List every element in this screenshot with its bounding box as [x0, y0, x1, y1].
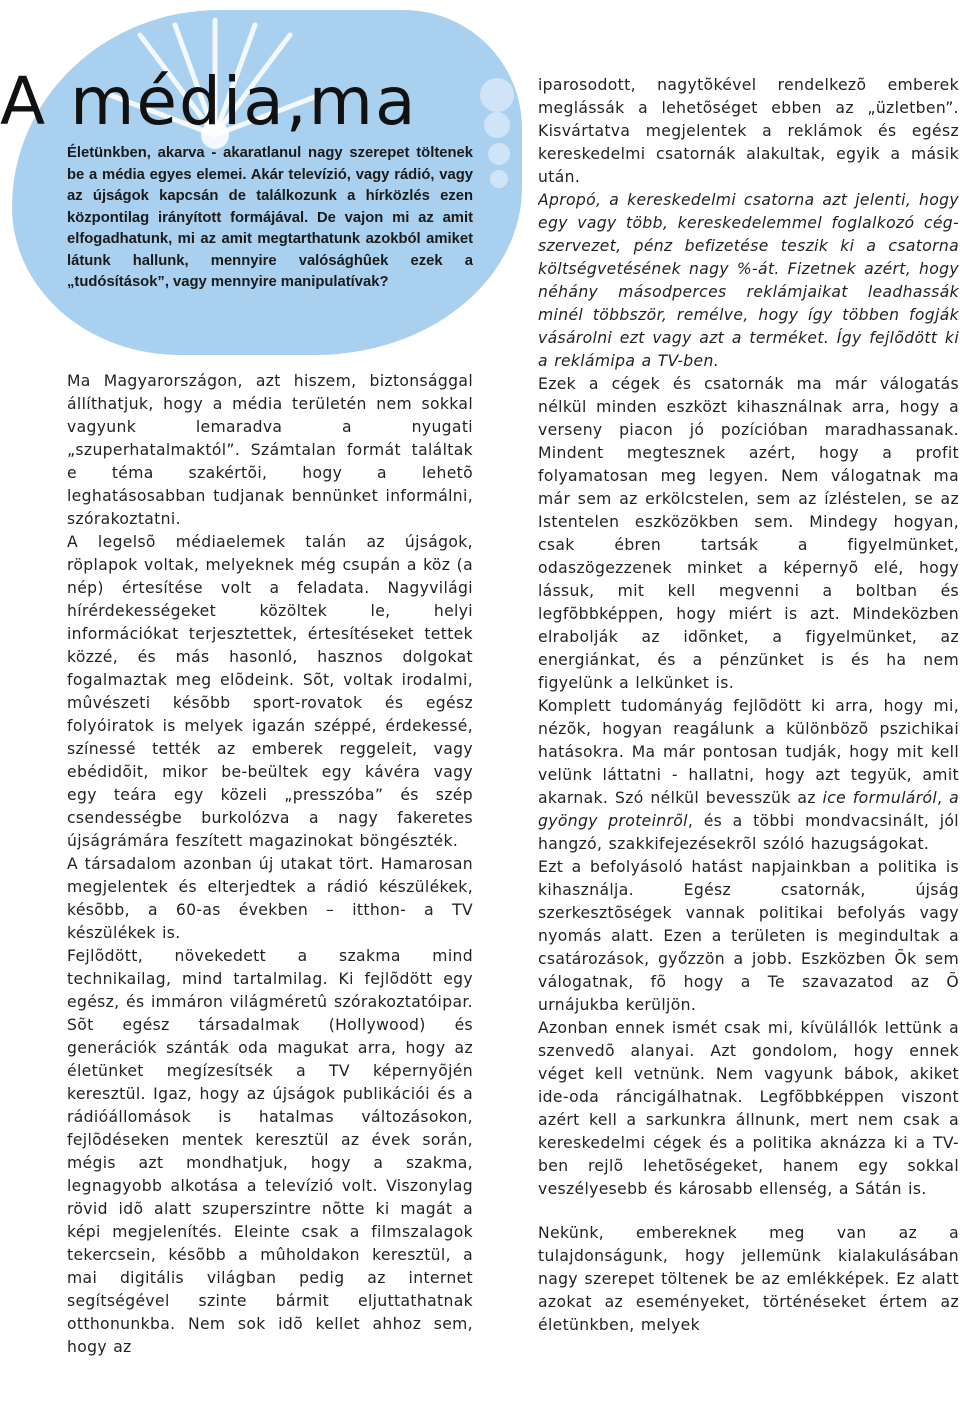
text-segment: ,: [937, 789, 950, 807]
paragraph: [538, 695, 959, 856]
paragraph: Azonban ennek ismét csak mi, kívülállók lettünk a szenvedõ alanyai. Azt gondolom, hogy ennek véget kell vetnünk. Nem vagyunk bábok, akiket ide-oda ráncigálhatnak. Legfõbbképpen viszont azért kell a sarkunkra állnunk, mert nem csak a kereskedelmi cégek és a politika aknázza ki a TV-ben rejlõ lehetõségeket, hanem egy sokkal veszélyesebb és károsabb ellenség, a Sátán is.: [538, 1019, 959, 1198]
text-segment: a gyöngy proteinrõl: [538, 789, 959, 830]
paragraph: Apropó, a kereskedelmi csatorna azt jelenti, hogy egy vagy több, kereskedelemmel foglalkozó cég-szervezet, pénz befizetése teszik ki a csatorna költségvetésének nagy %-át. Fizetnek azért, hogy néhány másodperces reklámjaikat leadhassák minél többször, remélve, hogy így többen fogják vásárolni ezt vagy azt a terméket. Így fejlõdött ki a reklámipa a TV-ben.: [538, 191, 959, 370]
lead-paragraph: Életünkben, akarva - akaratlanul nagy szerepet töltenek be a média egyes elemei. Akár televízió, vagy rádió, vagy az újságok kapcsán de találkozunk a hírközlés ezen központilag irányított formájával. De vajon mi az amit elfogadhatunk, mi az amit megtarthatunk azokból amiket látunk hallunk, mennyire valósághûek ezek a „tudósítások”, vagy mennyire manipulatívak?: [67, 145, 473, 290]
text-segment: , és a többi mondvacsinált, jól hangzó, szakkifejezésekrõl szóló hazugságokat.: [538, 812, 959, 853]
paragraph: Ma Magyarországon, azt hiszem, biztonsággal állíthatjuk, hogy a média területén nem sokkal vagyunk lemaradva a nyugati „szuperhatalmaktól”. Számtalan formát találtak e téma szakértõi, hogy a lehetõ leghatásosabban tudjanak bennünket informálni, szórakoztatni.: [67, 372, 473, 528]
left-column: [67, 370, 473, 1423]
right-column: [538, 74, 959, 1423]
page-title: A média,ma: [0, 63, 418, 140]
paragraph: A társadalom azonban új utakat tört. Hamarosan megjelentek és elterjedtek a rádió készülékek, késõbb, a 60-as években – itthon- a TV készülékek is.: [67, 855, 473, 942]
paragraph: Ezek a cégek és csatornák ma már válogatás nélkül minden eszközt kihasználnak arra, hogy a verseny piacon jó pozícióban maradhassanak. Mindent megtesznek azért, hogy a profit folyamatosan meg legyen. Nem válogatnak ma már sem az erkölcstelen, sem az ízléstelen, se az Istentelen eszközökben sem. Mindegy hogyan, csak ébren tartsák a figyelmünket, odaszögezzenek minket a képernyõ elé, hogy lássuk, mit kell megvenni a boltban és legfõbbképpen, hogy miért is azt. Mindeközben elrabolják az idõnket, a figyelmünket, az energiánkat, és a pénzünket is és ha nem figyelünk a lelkünket is.: [538, 375, 959, 692]
paragraph: Ezt a befolyásoló hatást napjainkban a politika is kihasználja. Egész csatornák, újság szerkesztõségek vannak politikai befolyás vagy nyomás alatt. Ezen a területen is megindultak a csatározások, győzzön a jobb. Eszközben Õk sem válogatnak, fõ hogy a Te szavazatod az Õ urnájukba kerüljön.: [538, 858, 959, 1014]
paragraph: A legelsõ médiaelemek talán az újságok, röplapok voltak, melyeknek még csupán a köz (a nép) értesítése volt a feladata. Nagyvilági hírérdekességeket közöltek le, helyi információkat terjesztettek, értesítéseket tettek közzé, és más hasonló, hasznos dolgokat fogalmaztak meg elõdeink. Sõt, voltak irodalmi, mûvészeti késõbb sport-rovatok és egész folyóiratok is melyek igazán széppé, érdekessé, színessé tették az emberek reggeleit, vagy ebédidõit, mikor be-beültek egy kávéra vagy egy teára egy közeli „presszóba” és szép csendességbe burkolózva a nagy fakeretes újságrámára feszített magazinokat böngészték.: [67, 533, 473, 850]
paragraph: Nekünk, embereknek meg van az a tulajdonságunk, hogy jellemünk kialakulásában nagy szerepet töltenek be az emlékképek. Ez alatt azokat az eseményeket, történéseket értem az életünkben, melyek: [538, 1224, 959, 1334]
paragraph: Fejlõdött, növekedett a szakma mind technikailag, mind tartalmilag. Ki fejlõdött egy egész, és immáron világméretû szórakoztatóipar. Sõt egész társadalmak (Hollywood) és generációk szánták oda magukat arra, hogy az életünket megízesítsék a TV képernyõjén keresztül. Igaz, hogy az újságok publikációi és a rádióállomások is hatalmas változásokon, fejlõdéseken mentek keresztül az évek során, mégis azt mondhatjuk, hogy a szakma, legnagyobb alkotása a televízió volt. Viszonylag rövid idõ alatt szuperszintre nõtte ki magát a képi megjelenítés. Eleinte csak a filmszalagok tekercsein, késõbb a mûholdakon keresztül, a mai digitális világban pedig az internet segítségével szinte bármit eljuttathatnak otthonunkba. Nem sok idõ kellet ahhoz sem, hogy az: [67, 947, 473, 1356]
text-segment: Komplett tudományág fejlõdött ki arra, hogy mi, nézõk, hogyan reagálunk a különbözõ pszichikai hatásokra. Ma már pontosan tudják, hogy mit kell velünk láttatni - hallatni, hogy azt tegyük, amit akarnak. Szó nélkül bevesszük az: [538, 697, 959, 807]
text-segment: ice formuláról: [822, 789, 938, 807]
paragraph: iparosodott, nagytõkével rendelkezõ emberek meglássák a lehetõséget ebben az „üzletben”. Kisvártatva megjelentek a reklámok és egész kereskedelmi csatornák alakultak, egyik a másik után.: [538, 76, 959, 186]
